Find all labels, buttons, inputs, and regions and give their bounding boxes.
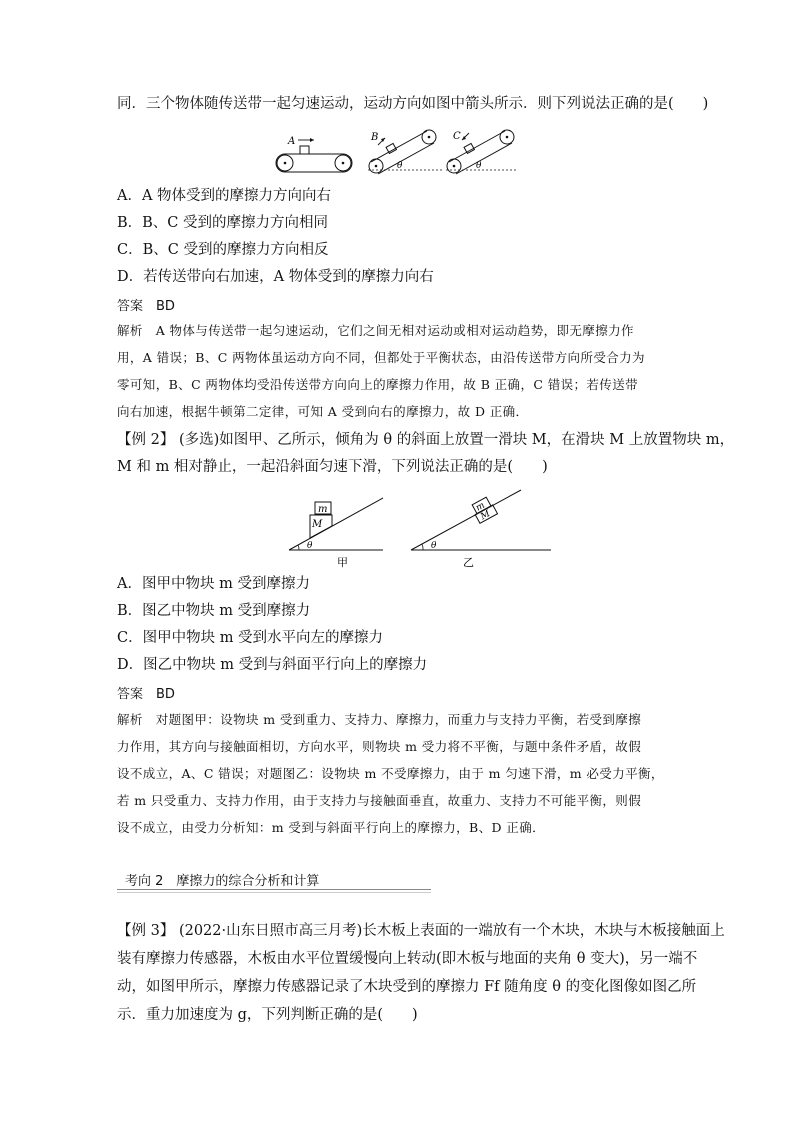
q1-option-c: C．B、C 受到的摩擦力方向相反 (117, 242, 329, 258)
label-b: B (371, 132, 379, 143)
label-c: C (453, 131, 461, 142)
q1-option-a: A．A 物体受到的摩擦力方向向右 (117, 188, 332, 204)
label-m-jia: m (318, 504, 328, 515)
q1-solution-line: 零可知，B、C 两物体均受沿传送带方向向上的摩擦力作用，故 B 正确，C 错误；若传送带 (117, 377, 638, 392)
q1-solution-line: 向右加速，根据牛顿第二定律，可知 A 受到向右的摩擦力，故 D 正确． (117, 404, 529, 419)
section-underline-shadow (117, 892, 431, 893)
q2-solution-line: 若 m 只受重力、支持力作用，由于支持力与接触面垂直，故重力、支持力不可能平衡，则假 (117, 793, 642, 808)
example-3-line: 装有摩擦力传感器，木板由水平位置缓慢向上转动(即木板与地面的夹角 θ 变大)，另一端不 (117, 951, 698, 967)
q2-solution-line: 设不成立，由受力分析知：m 受到与斜面平行向上的摩擦力，B、D 正确． (117, 820, 546, 835)
example-2-line: 【例 2】 (多选)如图甲、乙所示，倾角为 θ 的斜面上放置一滑块 M，在滑块 M 上放置物块 m， (117, 432, 735, 448)
incline-figures (285, 488, 555, 572)
label-M-jia: M (312, 519, 323, 530)
q1-solution-line: 用，A 错误；B、C 两物体虽运动方向不同，但都处于平衡状态，由沿传送带方向所受合力为 (117, 350, 645, 365)
example-3-line: 示．重力加速度为 g，下列判断正确的是( ) (117, 1007, 418, 1023)
label-a: A (288, 136, 296, 147)
section-underline (117, 889, 431, 890)
caption-jia: 甲 (337, 556, 348, 569)
section-header (117, 868, 431, 890)
example-3-line: 动，如图甲所示，摩擦力传感器记录了木块受到的摩擦力 Ff 随角度 θ 的变化图像如图乙所 (117, 979, 697, 995)
q1-option-d: D．若传送带向右加速，A 物体受到的摩擦力向右 (117, 269, 434, 285)
question-intro: 同．三个物体随传送带一起匀速运动，运动方向如图中箭头所示．则下列说法正确的是( ) (117, 96, 709, 112)
q2-solution-line: 解析 对题图甲：设物块 m 受到重力、支持力、摩擦力，而重力与支持力平衡，若受到摩擦 (117, 712, 642, 727)
block-a (300, 146, 309, 154)
theta-yi: θ (431, 541, 437, 551)
caption-yi: 乙 (463, 556, 474, 569)
q2-option-a: A．图甲中物块 m 受到摩擦力 (117, 576, 310, 592)
q2-answer: 答案 BD (117, 687, 175, 702)
q2-option-d: D．图乙中物块 m 受到与斜面平行向上的摩擦力 (117, 657, 428, 673)
q2-option-c: C．图甲中物块 m 受到水平向左的摩擦力 (117, 630, 384, 646)
q2-option-b: B．图乙中物块 m 受到摩擦力 (117, 603, 311, 619)
label-M-yi: M (479, 509, 493, 523)
q2-solution-line: 设不成立，A、C 错误；对题图乙：设物块 m 不受摩擦力，由于 m 匀速下滑，m 必受力平衡， (117, 766, 664, 781)
belt-b (368, 130, 442, 174)
q1-option-b: B．B、C 受到的摩擦力方向相同 (117, 215, 329, 231)
q1-answer: 答案 BD (117, 299, 175, 314)
example-3-line: 【例 3】 (2022·山东日照市高三月考)长木板上表面的一端放有一个木块，木块与木板接触面上 (117, 923, 725, 939)
q1-solution-line: 解析 A 物体与传送带一起匀速运动，它们之间无相对运动或相对运动趋势，即无摩擦力作 (117, 323, 634, 338)
theta-jia: θ (307, 541, 313, 551)
theta-c: θ (476, 161, 482, 171)
section-title: 考向 2 摩擦力的综合分析和计算 (125, 874, 320, 889)
label-m-yi: m (474, 500, 487, 514)
theta-b: θ (397, 161, 403, 171)
incline-jia (289, 498, 383, 569)
conveyor-belts-figure (270, 124, 520, 176)
q2-solution-line: 力作用，其方向与接触面相切，方向水平，则物块 m 受力将不平衡，与题中条件矛盾，故假 (117, 739, 642, 754)
belt-c (446, 130, 518, 174)
belt-a (276, 136, 352, 172)
incline-yi (411, 490, 551, 569)
example-2-line: M 和 m 相对静止，一起沿斜面匀速下滑，下列说法正确的是( ) (117, 459, 548, 475)
